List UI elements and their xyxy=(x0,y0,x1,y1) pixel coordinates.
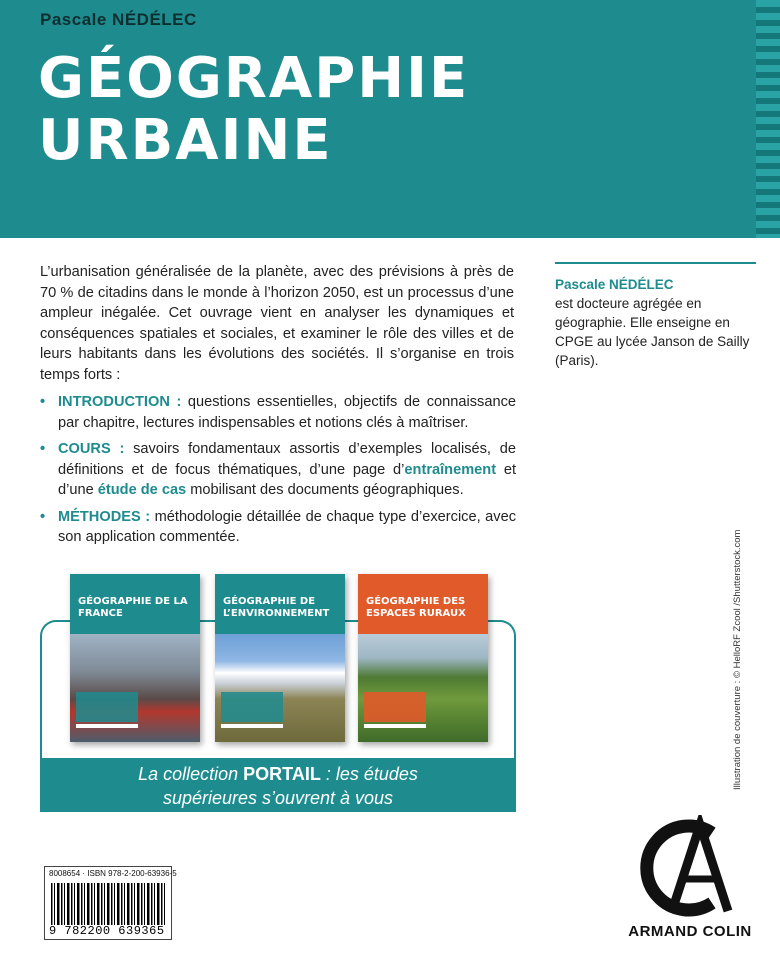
collection-banner xyxy=(40,758,516,812)
publisher-name: ARMAND COLIN xyxy=(628,923,752,940)
keyword-cours: COURS : xyxy=(58,441,125,457)
item-text: savoirs fondamentaux assortis d’exemples localisés, de définitions et de focus thématiques, d’une page d’ xyxy=(58,441,516,478)
armand-colin-logo-icon xyxy=(620,815,760,923)
item-text: questions essentielles, objectifs de connaissance par chapitre, lectures indispensables et notions clés à maîtriser. xyxy=(58,394,516,431)
title-line-2: URBAINE xyxy=(38,108,333,173)
isbn-line: 8008654 · ISBN 978-2-200-63936-5 xyxy=(49,869,177,878)
bio-text: est docteure agrégée en géographie. Elle enseigne en CPGE au lycée Janson de Sailly (Paris). xyxy=(555,296,750,368)
cover-title: GÉOGRAPHIE DE LA FRANCE xyxy=(78,596,188,619)
cover-band xyxy=(364,692,426,722)
bullet-icon: • xyxy=(40,508,46,525)
header-band xyxy=(0,0,780,238)
cover-title: GÉOGRAPHIE DE L’ENVIRONNEMENT xyxy=(223,596,330,619)
cover-band xyxy=(221,692,283,722)
cover-stripe xyxy=(76,724,138,728)
bullet-icon: • xyxy=(40,441,46,457)
barcode-icon xyxy=(51,883,167,925)
item-text: mobilisant des documents géographiques. xyxy=(186,482,464,498)
cover-band xyxy=(76,692,138,722)
bio-name: Pascale NÉDÉLEC xyxy=(555,277,674,292)
book-cover-france xyxy=(70,574,200,742)
title-line-1: GÉOGRAPHIE xyxy=(38,46,470,111)
banner-prefix: La collection xyxy=(138,764,244,784)
author-name: Pascale NÉDÉLEC xyxy=(40,10,197,29)
keyword-entrainement: entraînement xyxy=(404,461,497,478)
item-text: et d’une xyxy=(58,461,516,498)
book-cover-espaces-ruraux xyxy=(358,574,488,742)
barcode-box xyxy=(44,866,177,940)
keyword-etude-de-cas: étude de cas xyxy=(97,482,187,498)
illustration-credit: Illustration de couverture : © HelloRF Zcool /Shutterstock.com xyxy=(732,529,743,790)
cover-stripe xyxy=(221,724,283,728)
book-title xyxy=(38,48,469,172)
bullet-icon: • xyxy=(40,394,46,410)
banner-rest: : les études xyxy=(320,764,418,784)
item-text: méthodologie détaillée de chaque type d’exercice, avec son application commentée. xyxy=(58,508,516,545)
list-item xyxy=(40,392,516,433)
list-item xyxy=(40,439,516,501)
book-cover-environnement xyxy=(215,574,345,742)
keyword-introduction: INTRODUCTION : xyxy=(58,394,182,410)
feature-list xyxy=(40,392,516,554)
list-item xyxy=(40,507,516,548)
collection-panel xyxy=(40,596,516,810)
author-bio xyxy=(555,275,755,370)
publisher-logo xyxy=(620,815,760,940)
intro-paragraph: L’urbanisation généralisée de la planète, avec des prévisions à près de 70 % de citadins dans le monde à l’horizon 2050, est un processus d’une ampleur inégalée. Cet ouvrage vient en analyser les dynamiques et conséquences spatiales et sociales, et examiner le rôle des villes et de leurs habitants dans les évolutions des sociétés. Il s’organise en trois temps forts : xyxy=(40,264,514,383)
striped-edge xyxy=(756,0,780,238)
banner-line-2: supérieures s’ouvrent à vous xyxy=(162,788,394,808)
collection-name: PORTAIL xyxy=(243,764,321,784)
banner-line-1 xyxy=(40,762,516,786)
cover-title: GÉOGRAPHIE DES ESPACES RURAUX xyxy=(366,596,466,619)
keyword-methodes: MÉTHODES : xyxy=(58,508,151,525)
divider xyxy=(555,262,756,264)
cover-stripe xyxy=(364,724,426,728)
ean-number: 9 782200 639365 xyxy=(49,924,165,938)
